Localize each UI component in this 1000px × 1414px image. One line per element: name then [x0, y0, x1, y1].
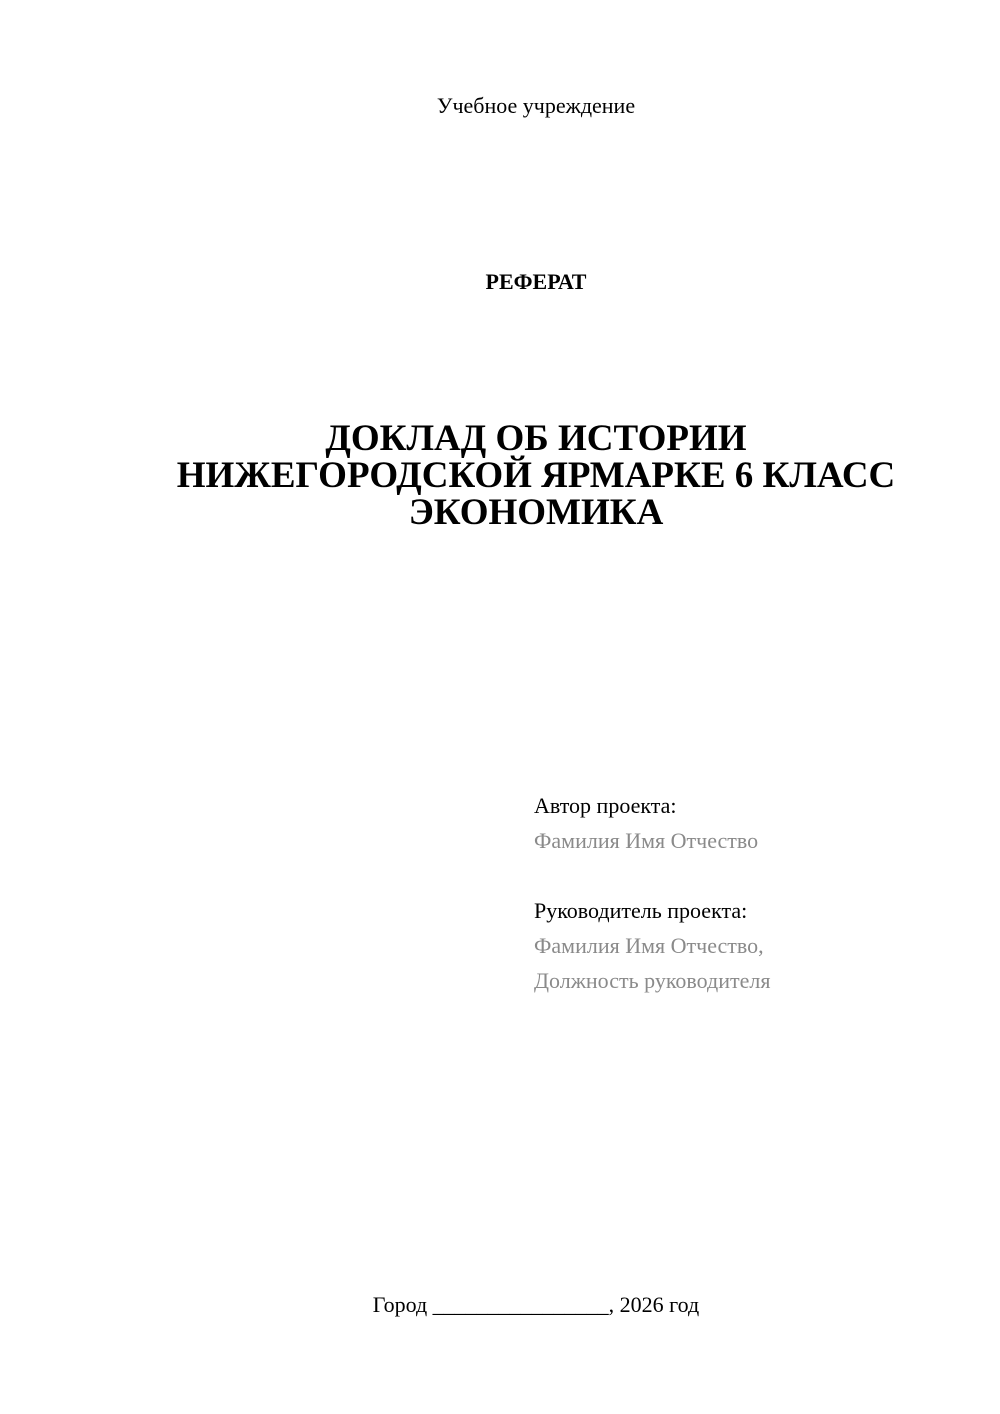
title-line: НИЖЕГОРОДСКОЙ ЯРМАРКЕ 6 КЛАСС [176, 455, 896, 496]
title-line: ДОКЛАД ОБ ИСТОРИИ [325, 418, 747, 459]
supervisor-name: Фамилия Имя Отчество, [534, 933, 764, 958]
author-label: Автор проекта: [534, 793, 677, 818]
title-line: ЭКОНОМИКА [408, 492, 664, 533]
city-blank: ________________ [432, 1292, 609, 1317]
institution-name: Учебное учреждение [436, 93, 636, 118]
author-block [534, 788, 974, 858]
supervisor-label: Руководитель проекта: [534, 898, 748, 923]
author-name: Фамилия Имя Отчество [534, 828, 759, 853]
supervisor-block [534, 893, 974, 998]
document-type: РЕФЕРАТ [485, 269, 587, 294]
year-label: , 2026 год [608, 1292, 700, 1317]
city-label: Город [372, 1292, 428, 1317]
footer-city-year [0, 1290, 1000, 1320]
supervisor-position: Должность руководителя [534, 968, 771, 993]
document-title [140, 420, 932, 531]
